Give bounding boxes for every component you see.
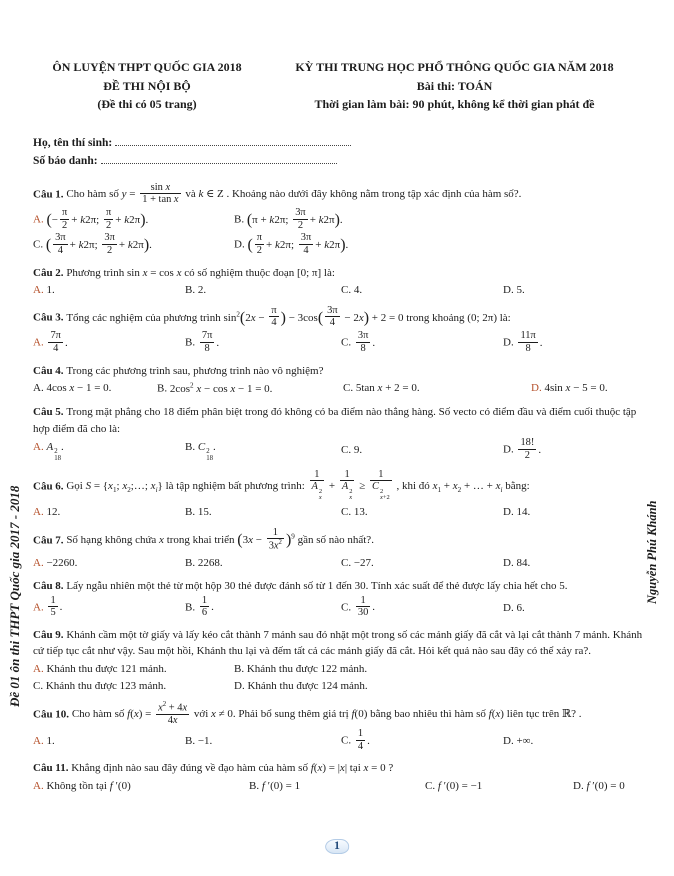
option-letter: B. [185,734,198,747]
option-letter: A. [33,440,47,453]
option-letter: A. [33,601,47,614]
option-content: ( $\frac{\pi}{2}$ + k2π; $\frac{3\pi}{4}$ + k2π). [247,232,349,257]
question-5 [33,404,644,462]
question-2 [33,265,644,299]
question-text: Trong các phương trình sau, phương trình nào vô nghiệm? [66,364,324,377]
option-content: 84. [516,556,531,569]
option-letter: C. [341,444,354,457]
option-content: $\frac{3\pi}{8}$ . [357,330,376,354]
option-A [33,555,185,572]
question-text: Gọi $S = \{x_1$; $x_2;\dots$; $x_i$} là tập nghiệm bất phương trình: 1 A 2 x + 1 A 2 x ≥ 1 C 2 x+2 , khi đó $x_1 + x_2$ + … + $x_i$ bằng: [66,468,530,502]
option-C [33,678,234,695]
option-letter: B. [185,440,198,453]
option-letter: A. [33,779,47,792]
option-content: f ′(0) = 1 [261,779,301,792]
question-stem [33,306,644,330]
option-C [341,442,503,459]
exam-header [33,58,644,114]
option-content: A 2 18 . [46,440,64,463]
option-letter: B. [185,506,198,519]
option-letter: C. [33,239,46,252]
option-content: 4. [353,284,363,297]
option-B [234,661,644,678]
option-letter: D. [503,336,517,349]
option-letter: C. [343,382,356,395]
right-margin-text: Nguyễn Phú Khánh [645,500,659,604]
option-A [33,504,185,521]
question-text: Cho hàm số y = $\frac{\text{sin x}}{\text{1 + tan x}}$ và k ∈ Z . Khoảng nào dưới đây không nằm trong tập xác định của hàm số?. [66,181,522,206]
header-left-block [33,58,261,114]
question-stem [33,470,644,504]
option-B [185,331,341,355]
question-label: Câu 1. [33,188,67,201]
option-content: C 2 18 . [197,440,216,463]
question-options [33,380,644,397]
option-content: Không tồn tại f ′(0) [46,779,131,792]
header-right-line2: Bài thi: TOÁN [416,78,493,93]
question-options [33,504,644,521]
option-B [185,439,341,463]
option-letter: D. [503,443,517,456]
option-letter: C. [341,284,354,297]
candidate-fields [33,134,644,171]
option-A [33,439,185,463]
option-letter: A. [33,336,47,349]
option-B [185,555,341,572]
question-4 [33,363,644,398]
option-content: $\frac{1}{6}$ . [201,594,214,619]
question-text: Phương trình sin x = cos x có số nghiệm thuộc đoạn [0; π] là: [66,266,335,279]
question-options [33,208,644,258]
question-stem [33,404,644,437]
header-right-line1: KỲ THI TRUNG HỌC PHỔ THÔNG QUỐC GIA NĂM 2018 [295,60,614,74]
option-C [33,233,234,257]
question-options [33,778,644,795]
option-content: 6. [516,601,525,614]
option-content: 4sin x − 5 = 0. [544,382,608,395]
question-8 [33,578,644,620]
question-9 [33,627,644,695]
option-D [503,600,644,617]
question-options [33,661,644,695]
option-letter: D. [503,506,517,519]
candidate-name-dotline [115,136,351,146]
option-letter: D. [531,382,545,395]
question-text: Tổng các nghiệm của phương trình $\sin^2(2x$ − $\frac{\pi}{4}$ ) − 3cos( $\frac{3\pi}{4}$ − 2x) + 2 = 0 trong khoảng (0; 2π) là: [66,304,511,329]
question-1 [33,183,644,258]
option-letter: D. [573,779,587,792]
option-letter: D. [503,601,517,614]
option-B [249,778,425,795]
option-letter: C. [341,556,354,569]
option-letter: A. [33,734,47,747]
option-content: $\frac{1}{5}$ . [50,594,63,619]
option-C [343,380,531,397]
question-label: Câu 2. [33,266,67,279]
option-letter: A. [33,213,47,226]
option-content: −27. [353,556,374,569]
question-text: Khánh cầm một tờ giấy và lấy kéo cắt thành 7 mảnh sau đó nhặt một trong số các mảnh giấy đã cắt và lại cắt thành 7 mảnh. Khánh cứ tiếp tục cắt như vậy. Sau một hồi, Khánh thu lại và đếm tất cả các mảnh giấy đã cắt. Hỏi kết quả nào sau đây có thể xảy ra?. [33,628,643,658]
option-letter: C. [341,734,354,747]
option-content: 12. [46,506,61,519]
option-content: $\frac{7\pi}{8}$ . [201,330,220,354]
option-A [33,331,185,355]
question-label: Câu 5. [33,406,67,419]
option-A [33,596,185,620]
option-content: 15. [197,506,212,519]
option-content: f ′(0) = −1 [437,779,483,792]
option-A [33,733,185,750]
option-letter: B. [185,336,198,349]
question-stem [33,265,644,282]
option-D [503,282,644,299]
option-letter: D. [234,680,248,693]
question-stem [33,183,644,207]
option-content: 1. [46,284,55,297]
option-D [234,678,644,695]
question-label: Câu 9. [33,628,67,641]
option-C [341,729,503,753]
option-letter: A. [33,284,47,297]
option-B [185,733,341,750]
question-options [33,729,644,753]
question-options [33,438,644,462]
option-content: 2. [197,284,207,297]
option-letter: B. [157,382,170,395]
question-options [33,555,644,572]
option-content: 4cos x − 1 = 0. [46,382,112,395]
question-options [33,282,644,299]
option-content: 9. [353,444,363,457]
option-B [234,208,644,232]
option-B [157,380,343,397]
option-D [503,733,644,750]
option-letter: C. [341,506,354,519]
question-stem [33,760,644,777]
question-text: Số hạng không chứa x trong khai triển (3x − $\frac{1}{3x^2}$ )$^9$ gần số nào nhất?. [66,526,374,552]
option-content: (− $\frac{\pi}{2}$ + k2π; $\frac{\pi}{2}$ + k2π). [46,206,149,231]
option-letter: C. [33,680,46,693]
option-letter: B. [249,779,262,792]
option-D [531,380,644,397]
question-text: Khẳng định nào sau đây đúng về đạo hàm của hàm số f(x) = |x| tại x = 0 ? [71,762,394,775]
question-stem [33,627,644,660]
question-stem [33,578,644,595]
candidate-name-label: Họ, tên thí sinh: [33,136,113,149]
option-C [341,555,503,572]
option-letter: C. [341,336,354,349]
option-letter: B. [234,662,247,675]
option-letter: A. [33,662,47,675]
header-right-line3: Thời gian làm bài: 90 phút, không kể thời gian phát đề [314,97,595,112]
option-content: 5. [516,284,525,297]
page-content [33,58,644,798]
option-letter: B. [185,284,198,297]
option-letter: A. [33,506,47,519]
question-7 [33,528,644,571]
question-text: Trong mặt phẳng cho 18 điểm phân biệt trong đó không có ba điểm nào thẳng hàng. Số vecto có điểm đầu và điểm cuối thuộc tập hợp điểm đã cho là: [33,406,637,435]
option-content: Khánh thu được 123 mảnh. [45,680,167,693]
option-content: −1. [197,734,213,747]
header-left-line3: (Đề thi có 05 trang) [97,97,197,112]
option-content: 14. [516,506,531,519]
option-letter: B. [234,213,247,226]
question-stem [33,528,644,554]
header-left-line2: ĐỀ THI NỘI BỘ [103,78,191,93]
question-stem [33,702,644,728]
candidate-id-dotline [101,154,337,164]
option-content: 1. [46,734,55,747]
question-label: Câu 3. [33,311,67,324]
question-label: Câu 10. [33,708,72,721]
question-label: Câu 8. [33,580,67,593]
option-content: 13. [353,506,368,519]
question-label: Câu 4. [33,364,67,377]
option-C [341,596,503,620]
candidate-id-label: Số báo danh: [33,155,98,168]
option-content: (π + k2π; $\frac{3\pi}{2}$ + k2π). [246,206,343,231]
option-A [33,380,157,397]
option-D [573,778,644,795]
left-margin-text: Đề 01 ôn thi THPT Quốc gia 2017 - 2018 [7,485,22,707]
question-text: Lấy ngẫu nhiên một thẻ từ một hộp 30 thẻ được đánh số từ 1 đến 30. Tính xác suất để thẻ được lấy chia hết cho 5. [66,580,568,593]
option-A [33,282,185,299]
option-C [341,331,503,355]
option-D [503,331,644,355]
option-C [341,504,503,521]
option-content: Khánh thu được 124 mảnh. [247,680,368,693]
option-letter: C. [341,601,354,614]
option-B [185,596,341,620]
question-label: Câu 6. [33,479,67,492]
option-letter: A. [33,382,47,395]
option-content: 5tan x + 2 = 0. [355,382,420,395]
option-content: $\frac{7\pi}{4}$ . [50,330,68,354]
option-content: f ′(0) = 0 [586,779,625,792]
question-10 [33,702,644,753]
option-content: $\frac{1}{4}$ . [357,727,370,752]
option-B [185,282,341,299]
option-content: +∞. [516,734,534,747]
candidate-id-row [33,152,644,170]
option-content: 2268. [197,556,223,569]
option-D [503,555,644,572]
header-left-line1: ÔN LUYỆN THPT QUỐC GIA 2018 [52,60,242,74]
question-stem [33,363,644,380]
option-B [185,504,341,521]
option-letter: D. [234,239,248,252]
option-content: −2260. [46,556,78,569]
option-C [341,282,503,299]
option-D [503,438,644,462]
question-label: Câu 7. [33,534,67,547]
question-text: Cho hàm số f(x) = $\frac{x^2 + 4x}{4x}$ với x ≠ 0. Phải bổ sung thêm giá trị f(0) bằng bao nhiêu thì hàm số f(x) liên tục trên ℝ? . [71,700,582,727]
question-11 [33,760,644,794]
option-content: $\frac{11\pi}{8}$ . [520,330,543,354]
candidate-name-row [33,134,644,152]
option-letter: C. [425,779,438,792]
question-options [33,596,644,620]
option-letter: B. [185,556,198,569]
option-A [33,208,234,232]
question-options [33,331,644,355]
option-D [234,233,644,257]
option-A [33,661,234,678]
questions [33,183,644,795]
header-right-block [261,58,644,114]
option-letter: A. [33,556,47,569]
option-letter: D. [503,734,517,747]
option-content: Khánh thu được 122 mảnh. [246,662,368,675]
option-A [33,778,249,795]
option-letter: D. [503,556,517,569]
option-content: $2\cos^2$ x − cos x − 1 = 0. [169,381,273,395]
page-number-badge: 1 [325,839,349,854]
option-content: Khánh thu được 121 mảnh. [46,662,167,675]
option-letter: D. [503,284,517,297]
question-label: Câu 11. [33,762,72,775]
option-letter: B. [185,601,198,614]
option-C [425,778,573,795]
option-D [503,504,644,521]
option-content: $\frac{18!}{2}$ . [520,437,542,461]
option-content: ( $\frac{3\pi}{4}$ + k2π; $\frac{3\pi}{2}$ + k2π). [45,232,152,257]
question-6 [33,470,644,521]
option-content: $\frac{1}{30}$ . [357,594,376,619]
question-3 [33,306,644,356]
